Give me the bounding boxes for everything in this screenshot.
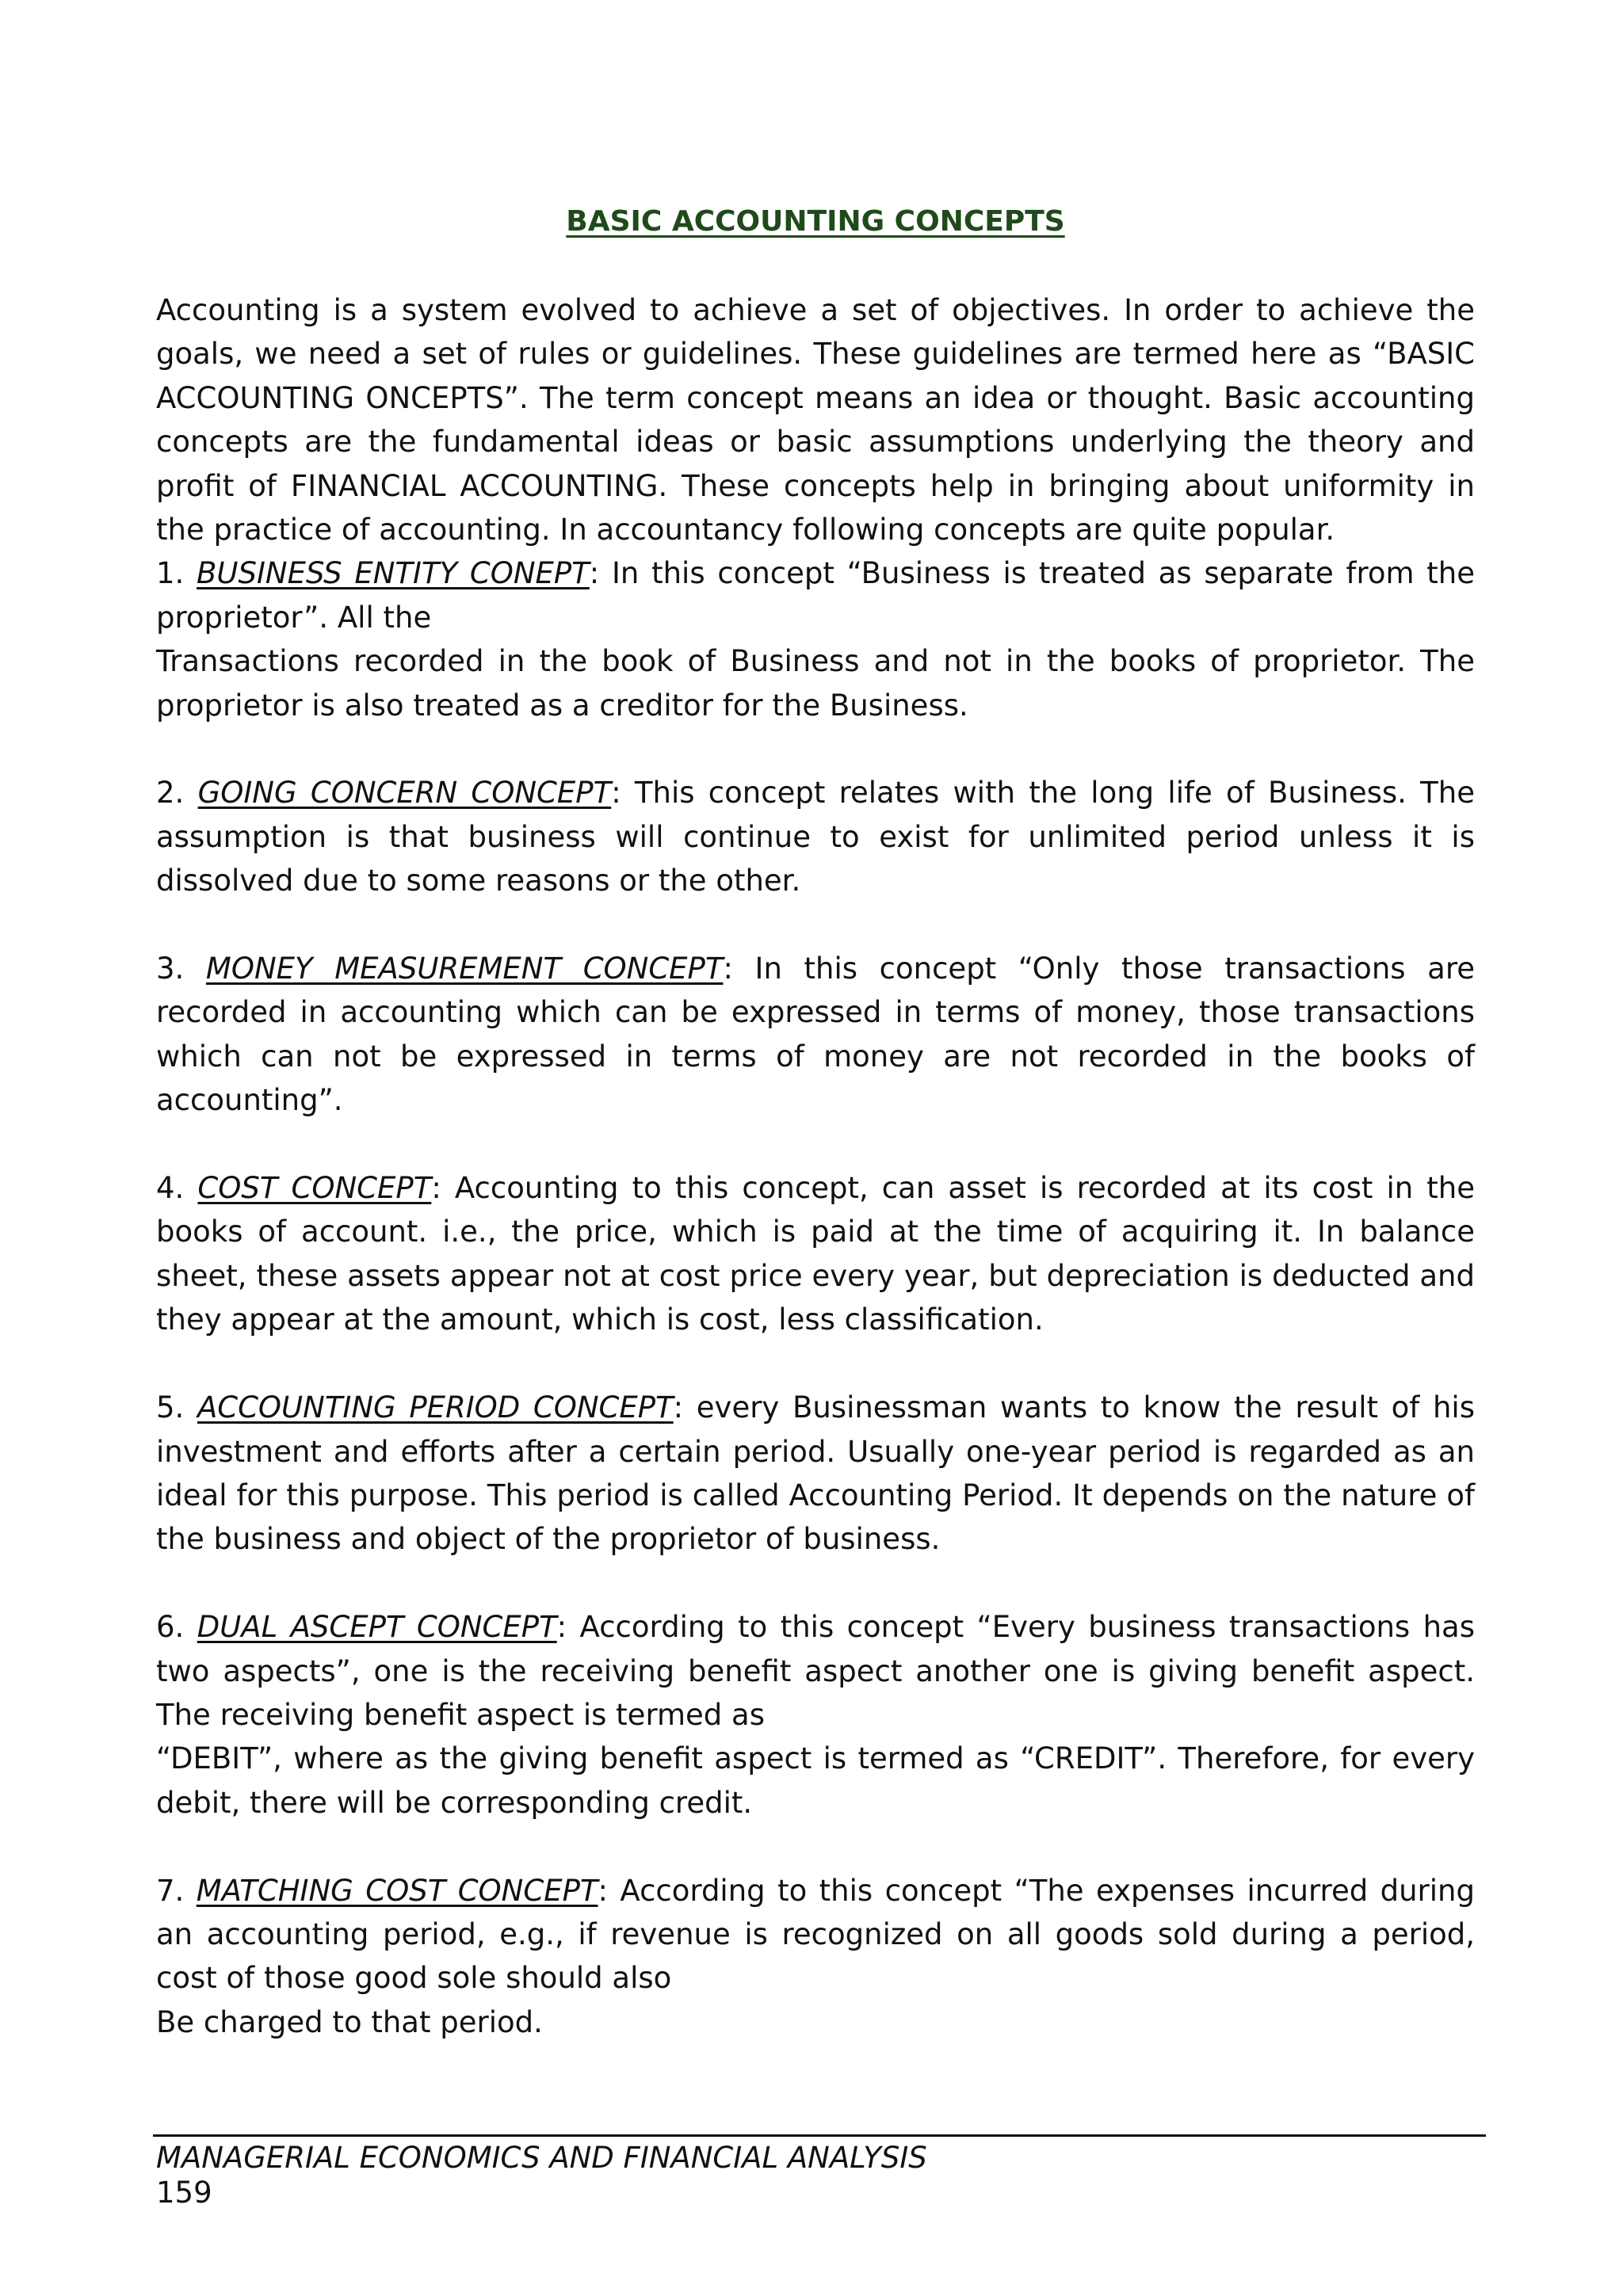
intro-paragraph: Accounting is a system evolved to achieve a set of objectives. In order to achieve the goals, we need a set of rules or guidelines. These guidelines are termed here as “BASIC ACCOUNTING ONCEPTS”. The term concept means an idea or thought. Basic accounting concepts are the fundamental ideas or basic assumptions underlying the theory and profit of FINANCIAL ACCOUNTING. These concepts help in bringing about uniformity in the practice of accounting. In accountancy following concepts are quite popular. (156, 293, 1475, 547)
concept-paragraph (156, 1869, 1475, 2000)
concept-continuation: Be charged to that period. (156, 2004, 543, 2039)
concept-text: In this concept “Business is treated as separate from the proprietor”. All the (156, 556, 1475, 635)
concept-number: 4. (156, 1171, 198, 1206)
concept-paragraph (156, 1605, 1475, 1737)
concept-name: MONEY MEASUREMENT CONCEPT (205, 952, 724, 986)
concept-number: 6. (156, 1610, 197, 1645)
paragraph-spacer (156, 727, 1475, 771)
concept-name: ACCOUNTING PERIOD CONCEPT (197, 1390, 674, 1425)
paragraph-spacer (156, 1562, 1475, 1605)
concept-text: Accounting to this concept, can asset is recorded at its cost in the books of account. i.e., the price, which is paid at the time of acquiring it. In balance sheet, these assets appear not at cost price every year, but depreciation is deducted and they appear at the amount, which is cost, less classification. (156, 1171, 1475, 1337)
concept-separator: : (431, 1171, 441, 1206)
paragraph-spacer (156, 903, 1475, 947)
paragraph-spacer (156, 1825, 1475, 1868)
concept-paragraph (156, 1386, 1475, 1562)
concept-continuation: “DEBIT”, where as the giving benefit aspect is termed as “CREDIT”. Therefore, for every debit, there will be corresponding credit. (156, 1741, 1475, 1820)
concept-paragraph (156, 771, 1475, 902)
footer-divider (153, 2134, 1486, 2137)
concept-paragraph (156, 551, 1475, 639)
paragraph-spacer (156, 1123, 1475, 1166)
concept-separator: : (556, 1610, 567, 1645)
concept-number: 5. (156, 1390, 197, 1425)
concept-number: 2. (156, 776, 198, 810)
concept-text: According to this concept “The expenses incurred during an accounting period, e.g., if revenue is recognized on all goods sold during a period, cost of those good sole should also (156, 1873, 1475, 1996)
concept-continuation: Transactions recorded in the book of Business and not in the books of proprietor. The proprietor is also treated as a creditor for the Business. (156, 644, 1475, 723)
concept-paragraph (156, 947, 1475, 1123)
concept-separator: : (611, 776, 621, 810)
concept-separator: : (598, 1873, 608, 1908)
concept-name: MATCHING COST CONCEPT (196, 1873, 598, 1908)
concept-separator: : (673, 1390, 684, 1425)
concept-text: every Businessman wants to know the result of his investment and efforts after a certain period. Usually one-year period is regarded as an ideal for this purpose. This period is called Accounting Period. It depends on the nature of the business and object of the proprietor of business. (156, 1390, 1475, 1557)
document-body (156, 288, 1475, 2044)
concept-number: 3. (156, 952, 206, 986)
concept-paragraph (156, 1166, 1475, 1342)
concept-name: GOING CONCERN CONCEPT (197, 776, 612, 810)
concept-separator: : (723, 952, 733, 986)
concept-name: COST CONCEPT (197, 1171, 432, 1206)
concept-number: 1. (156, 556, 197, 591)
concept-text: This concept relates with the long life of Business. The assumption is that business will continue to exist for unlimited period unless it is dissolved due to some reasons or the other. (156, 776, 1475, 898)
concept-text: In this concept “Only those transactions are recorded in accounting which can be expressed in terms of money, those transactions which can not be expressed in terms of money are not recorded in the books of accounting”. (156, 952, 1475, 1118)
concept-separator: : (589, 556, 600, 591)
concept-name: DUAL ASCEPT CONCEPT (197, 1610, 557, 1645)
paragraph-spacer (156, 1342, 1475, 1386)
page-title: BASIC ACCOUNTING CONCEPTS (566, 205, 1065, 238)
footer-title: MANAGERIAL ECONOMICS AND FINANCIAL ANALYSIS (156, 2141, 927, 2175)
concept-text: According to this concept “Every business transactions has two aspects”, one is the receiving benefit aspect another one is giving benefit aspect. The receiving benefit aspect is termed as (156, 1610, 1475, 1732)
page-number: 159 (156, 2176, 212, 2210)
concept-number: 7. (156, 1873, 197, 1908)
concept-name: BUSINESS ENTITY CONEPT (197, 556, 590, 591)
